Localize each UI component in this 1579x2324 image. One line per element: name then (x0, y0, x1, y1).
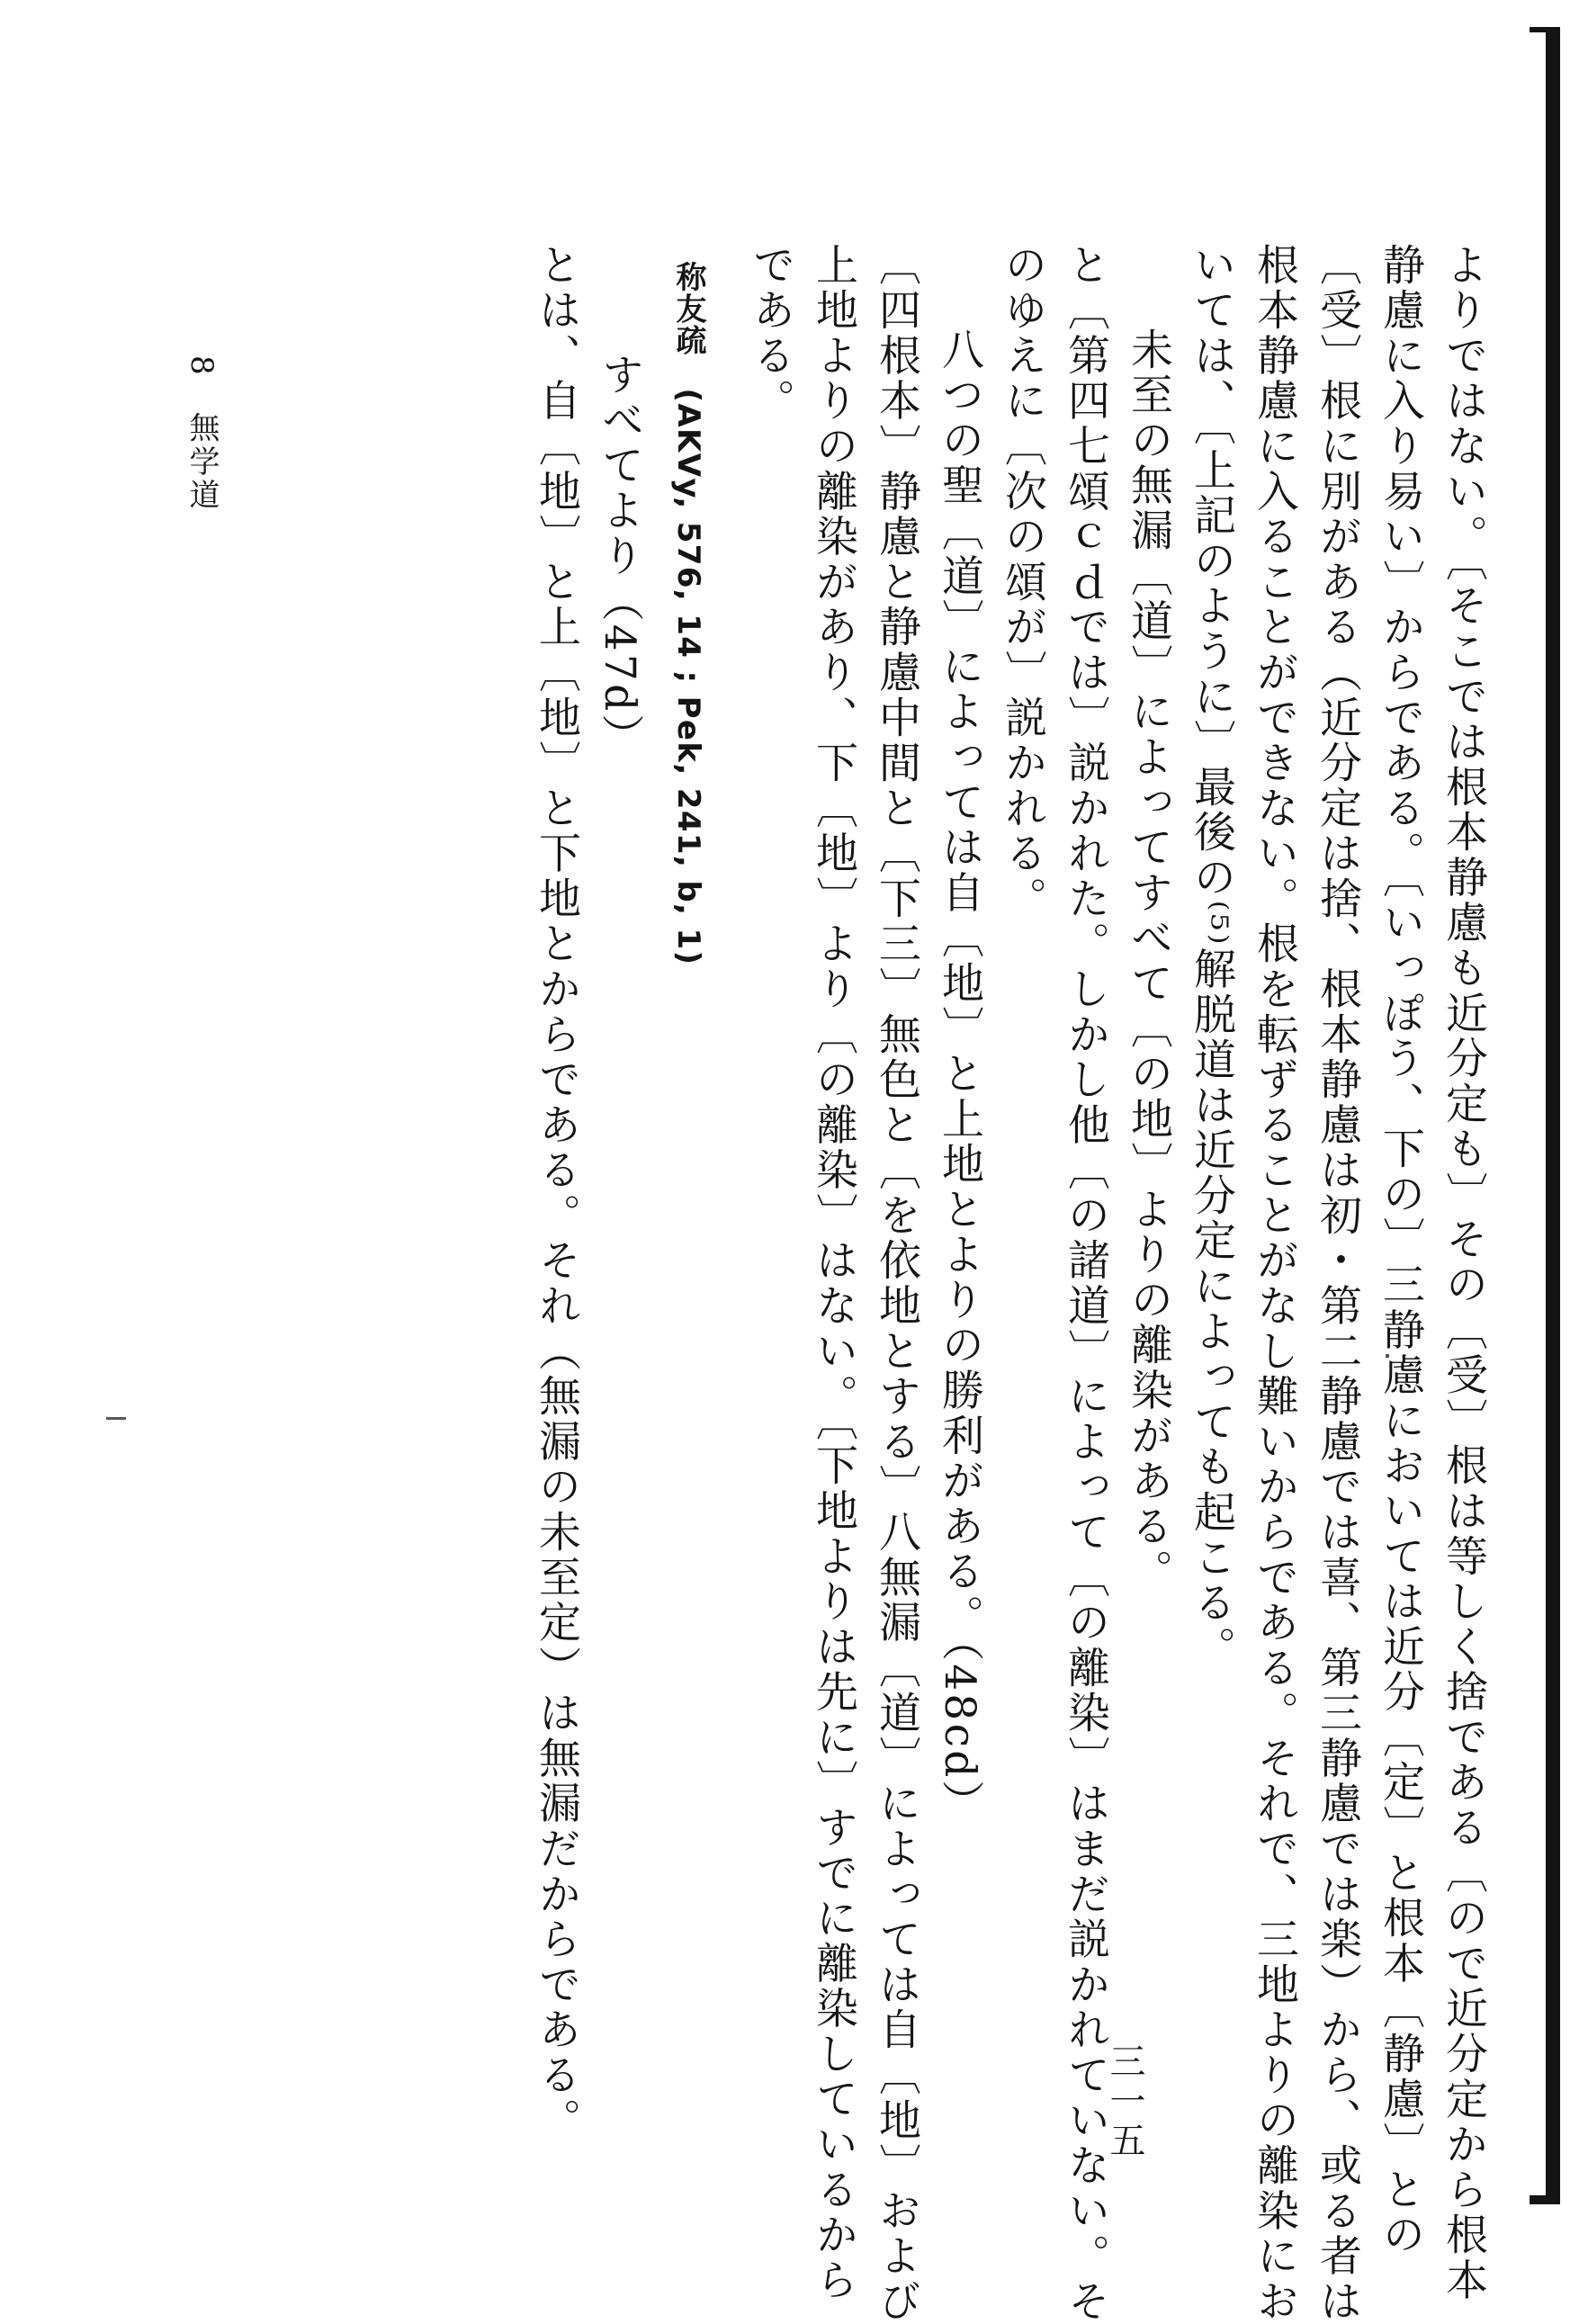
binding-edge-hook (1530, 27, 1546, 32)
text-column: と〔第四七頌ｃｄでは〕説かれた。しかし他〔の諸道〕によって〔の離染〕はまだ説かれていない。そ (1061, 243, 1110, 2324)
text-column: である。 (746, 243, 795, 425)
binding-edge-mark (1546, 27, 1560, 2204)
running-head: 8 無学道 (184, 355, 220, 513)
text-column: 〔受〕根に別がある（近分定は捨、根本静慮は初・第二静慮では喜、第三静慮では楽）から、或る者は (1313, 243, 1362, 2324)
quoted-stanza: すべてより（47d） (595, 353, 644, 759)
scan-speck (106, 1417, 126, 1420)
binding-edge-foot (1530, 2195, 1548, 2204)
commentary-heading: 称友疏 (AKVy, 576, 14 ; Pek, 241, b, 1) (670, 261, 706, 966)
text-column: 根本静慮に入ることができない。根を転ずることがなし難いからである。それで、三地よりの離染にお (1250, 243, 1299, 2324)
text-column: いては、〔上記のように〕最後の⁽⁵⁾解脱道は近分定によっても起こる。 (1187, 243, 1236, 1672)
verse-line: 八つの聖〔道〕によっては自〔地〕と上地とよりの勝利がある。（48cd） (935, 328, 984, 1826)
text-column: とは、自〔地〕と上〔地〕と下地とからである。それ（無漏の未至定）は無漏だからである。 (532, 243, 581, 2144)
text-column: よりではない。〔そこでは根本静慮も近分定も〕その〔受〕根は等しく捨である〔ので近分定から根本 (1439, 243, 1488, 2303)
text-column: 〔四根本〕静慮と静慮中間と〔下三〕無色と〔を依地とする〕八無漏〔道〕によっては自〔地〕および (872, 243, 921, 2324)
text-column: 静慮に入り易い〕からである。〔いっぽう、下の〕三静慮においては近分〔定〕と根本〔静慮〕との (1376, 243, 1425, 2258)
verse-line: 未至の無漏〔道〕によってすべて〔の地〕よりの離染がある。 (1124, 328, 1173, 1595)
text-column: のゆえに〔次の頌が〕説かれる。 (998, 243, 1047, 922)
text-column: 上地よりの離染があり、下〔地〕より〔の離染〕はない。〔下地よりは先に〕すでに離染しているから (809, 243, 858, 2303)
page-number: 三一五 (1104, 2042, 1145, 2161)
